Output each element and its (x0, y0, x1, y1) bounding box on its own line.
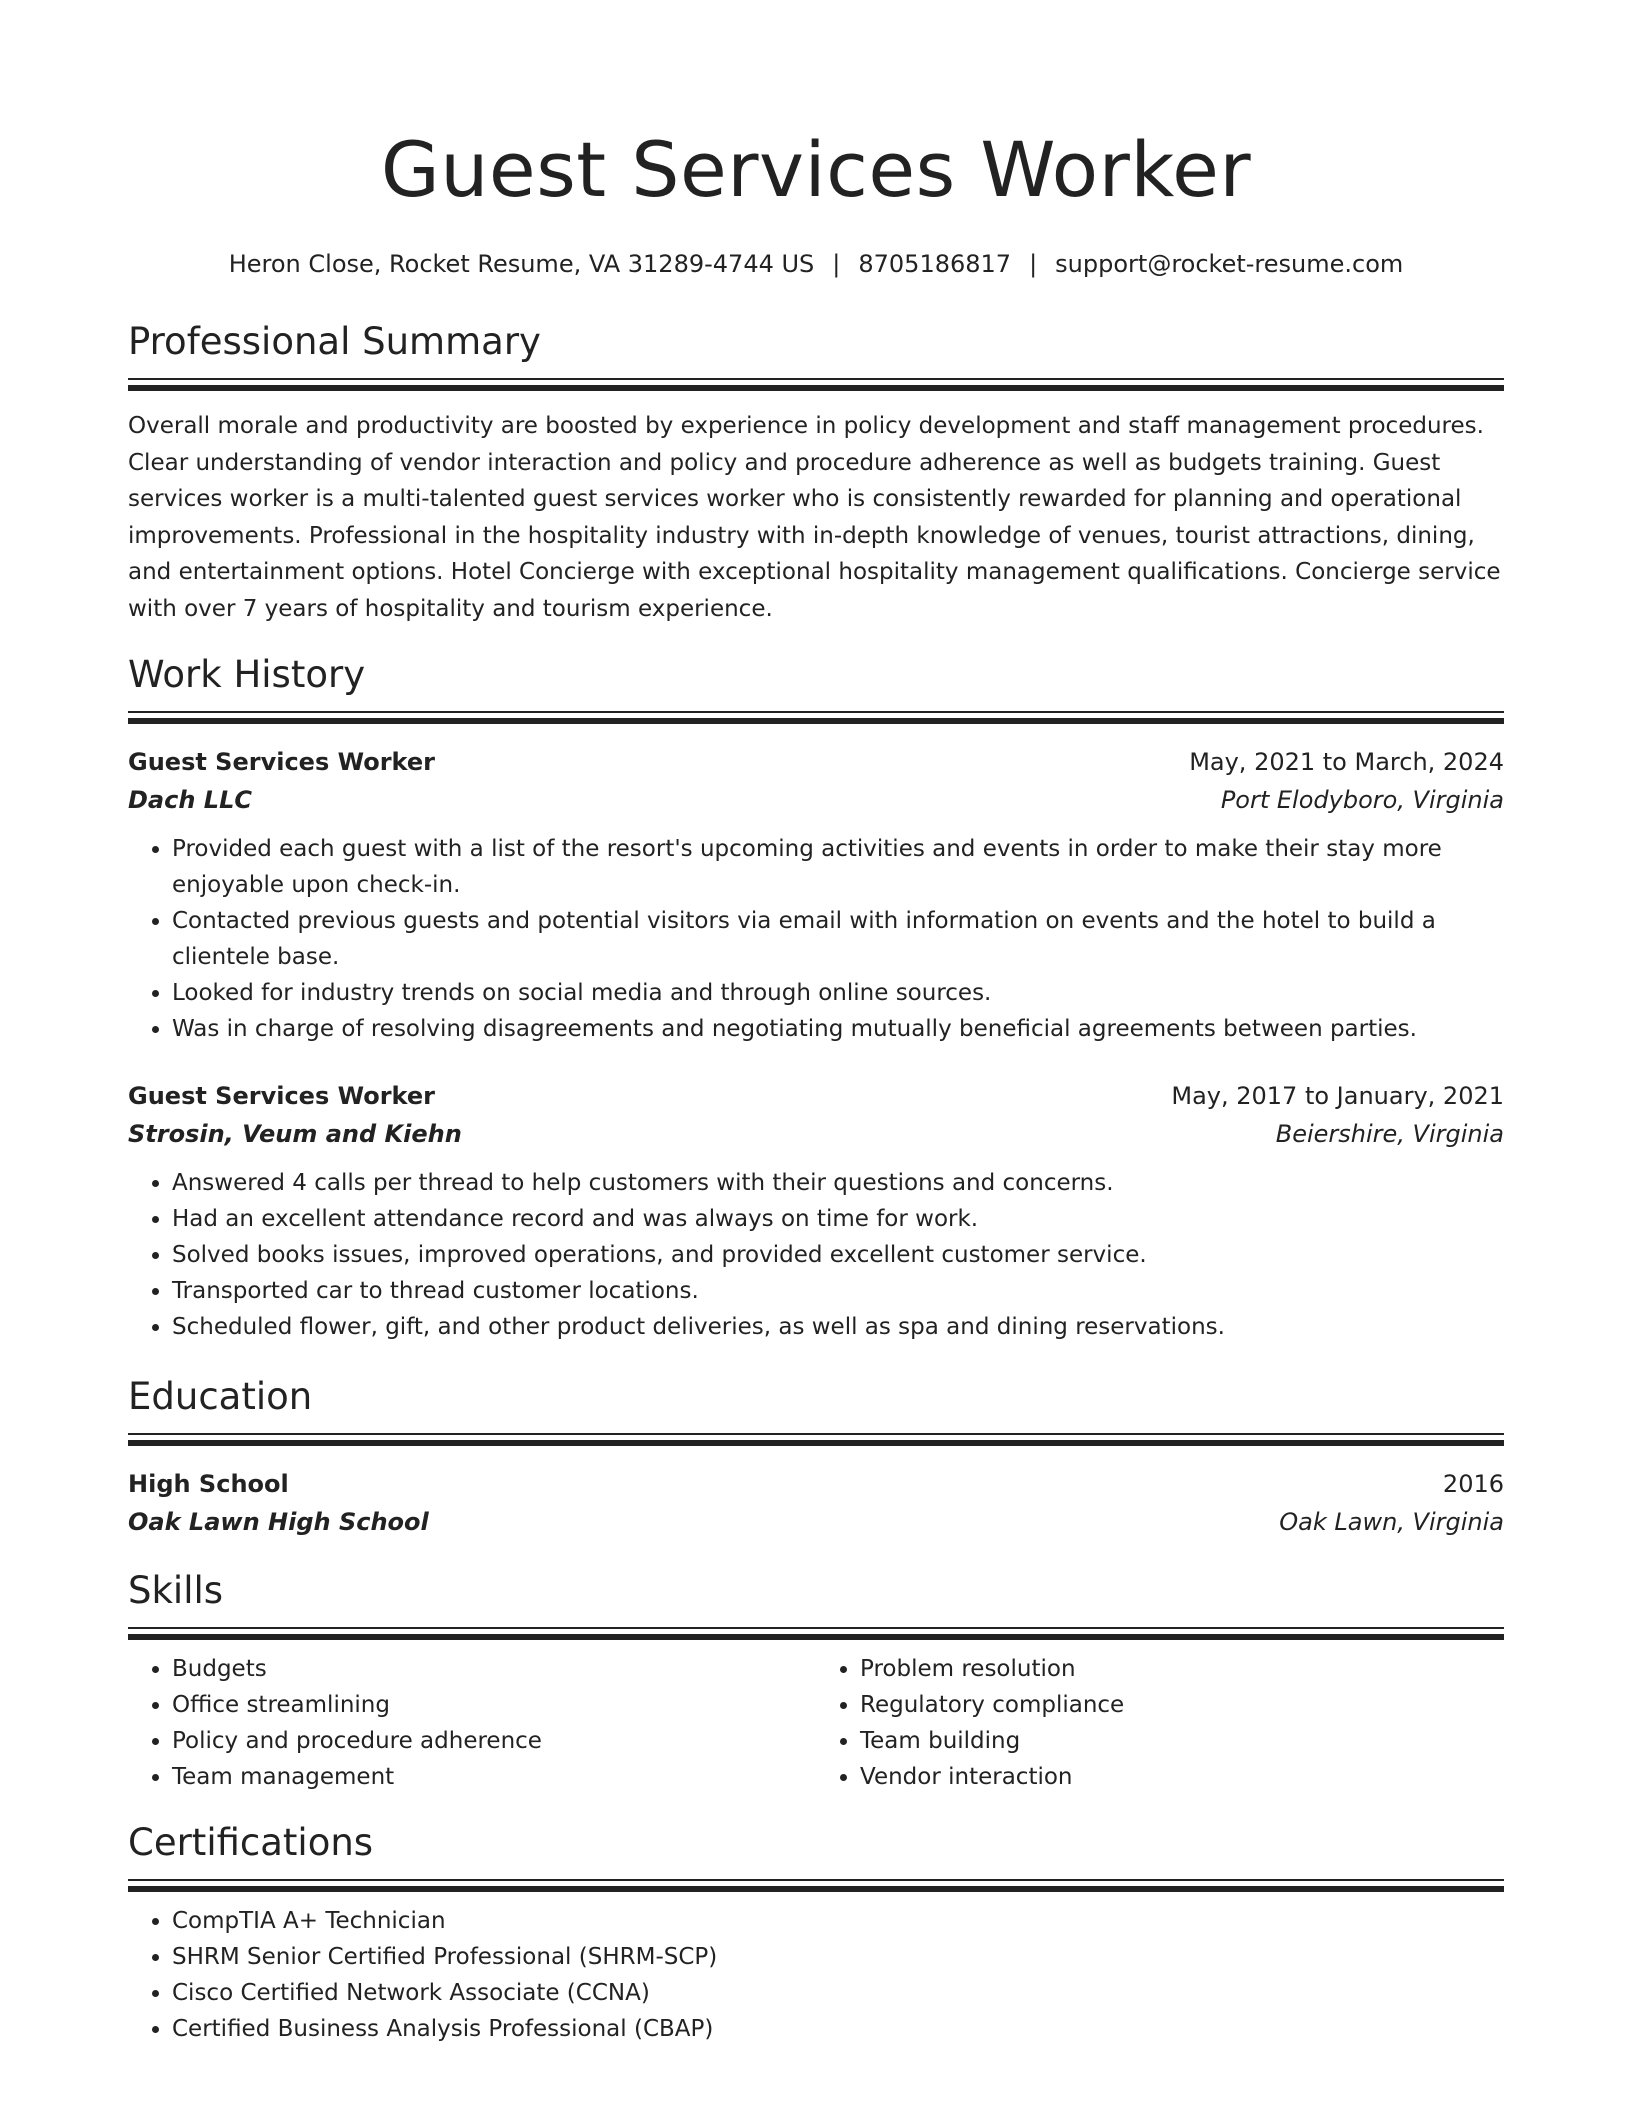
job-subheader (128, 1115, 1504, 1153)
section-divider (128, 1627, 1504, 1641)
certifications-section (128, 1821, 1504, 2047)
list-item: • SHRM Senior Certified Professional (SHRM-SCP) (172, 1939, 1504, 1975)
job-location: Beiershire, Virginia (1275, 1120, 1504, 1148)
job-bullets (128, 1165, 1504, 1345)
education-subheader (128, 1503, 1504, 1541)
section-divider (128, 711, 1504, 725)
job-role: Guest Services Worker (128, 1082, 435, 1110)
job-header (128, 743, 1504, 781)
resume-name: Guest Services Worker (380, 125, 1252, 214)
list-item: • Transported car to thread customer locations. (172, 1273, 1504, 1309)
contact-address: Heron Close, Rocket Resume, VA 31289-4744 US (228, 250, 815, 278)
job-dates: May, 2021 to March, 2024 (1189, 748, 1504, 776)
list-item: • Cisco Certified Network Associate (CCNA) (172, 1975, 1504, 2011)
education-entry (128, 1465, 1504, 1541)
section-title-work: Work History (128, 653, 366, 696)
skills-columns (128, 1651, 1504, 1795)
list-item: • CompTIA A+ Technician (172, 1903, 1504, 1939)
summary-text: Overall morale and productivity are boosted by experience in policy development and staff management procedures. Clear understanding of vendor interaction and policy and procedure adherence as well as budgets training. Guest services worker is a multi-talented guest services worker who is consistently rewarded for planning and operational improvements. Professional in the hospitality industry with in-depth knowledge of venues, tourist attractions, dining, and entertainment options. Hotel Concierge with exceptional hospitality management qualifications. Concierge service with over 7 years of hospitality and tourism experience. (128, 413, 1501, 622)
list-item: • Budgets (172, 1651, 816, 1687)
section-title-summary: Professional Summary (128, 320, 541, 363)
job-dates: May, 2017 to January, 2021 (1171, 1082, 1504, 1110)
education-header (128, 1465, 1504, 1503)
contact-line (128, 248, 1504, 280)
education-section (128, 1375, 1504, 1541)
education-year: 2016 (1442, 1470, 1504, 1498)
list-item: • Vendor interaction (860, 1759, 1504, 1795)
contact-email: support@rocket-resume.com (1055, 250, 1404, 278)
job-company: Dach LLC (128, 786, 252, 814)
job-subheader (128, 781, 1504, 819)
job-location: Port Elodyboro, Virginia (1220, 786, 1504, 814)
work-section (128, 653, 1504, 1345)
list-item: • Was in charge of resolving disagreements and negotiating mutually beneficial agreements between parties. (172, 1011, 1504, 1047)
list-item: • Policy and procedure adherence (172, 1723, 816, 1759)
section-title-certifications: Certifications (128, 1821, 374, 1864)
education-degree: High School (128, 1470, 289, 1498)
job-bullets (128, 831, 1504, 1047)
list-item: • Had an excellent attendance record and was always on time for work. (172, 1201, 1504, 1237)
list-item: • Regulatory compliance (860, 1687, 1504, 1723)
section-title-skills: Skills (128, 1569, 224, 1612)
contact-separator: | (832, 250, 841, 278)
skills-section (128, 1569, 1504, 1795)
job-role: Guest Services Worker (128, 748, 435, 776)
list-item: • Solved books issues, improved operations, and provided excellent customer service. (172, 1237, 1504, 1273)
list-item: • Provided each guest with a list of the resort's upcoming activities and events in order to make their stay more enjoyable upon check-in. (172, 831, 1504, 903)
job-company: Strosin, Veum and Kiehn (128, 1120, 462, 1148)
section-title-education: Education (128, 1375, 313, 1418)
section-divider (128, 378, 1504, 392)
list-item: • Team management (172, 1759, 816, 1795)
job-entry (128, 1077, 1504, 1345)
list-item: • Contacted previous guests and potential visitors via email with information on events and the hotel to build a clientele base. (172, 903, 1504, 975)
list-item: • Answered 4 calls per thread to help customers with their questions and concerns. (172, 1165, 1504, 1201)
job-entry (128, 743, 1504, 1047)
contact-phone: 8705186817 (858, 250, 1012, 278)
skills-list-left (128, 1651, 816, 1795)
contact-separator: | (1029, 250, 1038, 278)
education-location: Oak Lawn, Virginia (1279, 1508, 1504, 1536)
section-divider (128, 1433, 1504, 1447)
certifications-list (128, 1903, 1504, 2047)
list-item: • Looked for industry trends on social media and through online sources. (172, 975, 1504, 1011)
section-divider (128, 1879, 1504, 1893)
summary-section (128, 320, 1504, 627)
list-item: • Problem resolution (860, 1651, 1504, 1687)
list-item: • Team building (860, 1723, 1504, 1759)
education-school: Oak Lawn High School (128, 1508, 429, 1536)
skills-list-right (816, 1651, 1504, 1795)
list-item: • Office streamlining (172, 1687, 816, 1723)
list-item: • Certified Business Analysis Professional (CBAP) (172, 2011, 1504, 2047)
list-item: • Scheduled flower, gift, and other product deliveries, as well as spa and dining reservations. (172, 1309, 1504, 1345)
job-header (128, 1077, 1504, 1115)
